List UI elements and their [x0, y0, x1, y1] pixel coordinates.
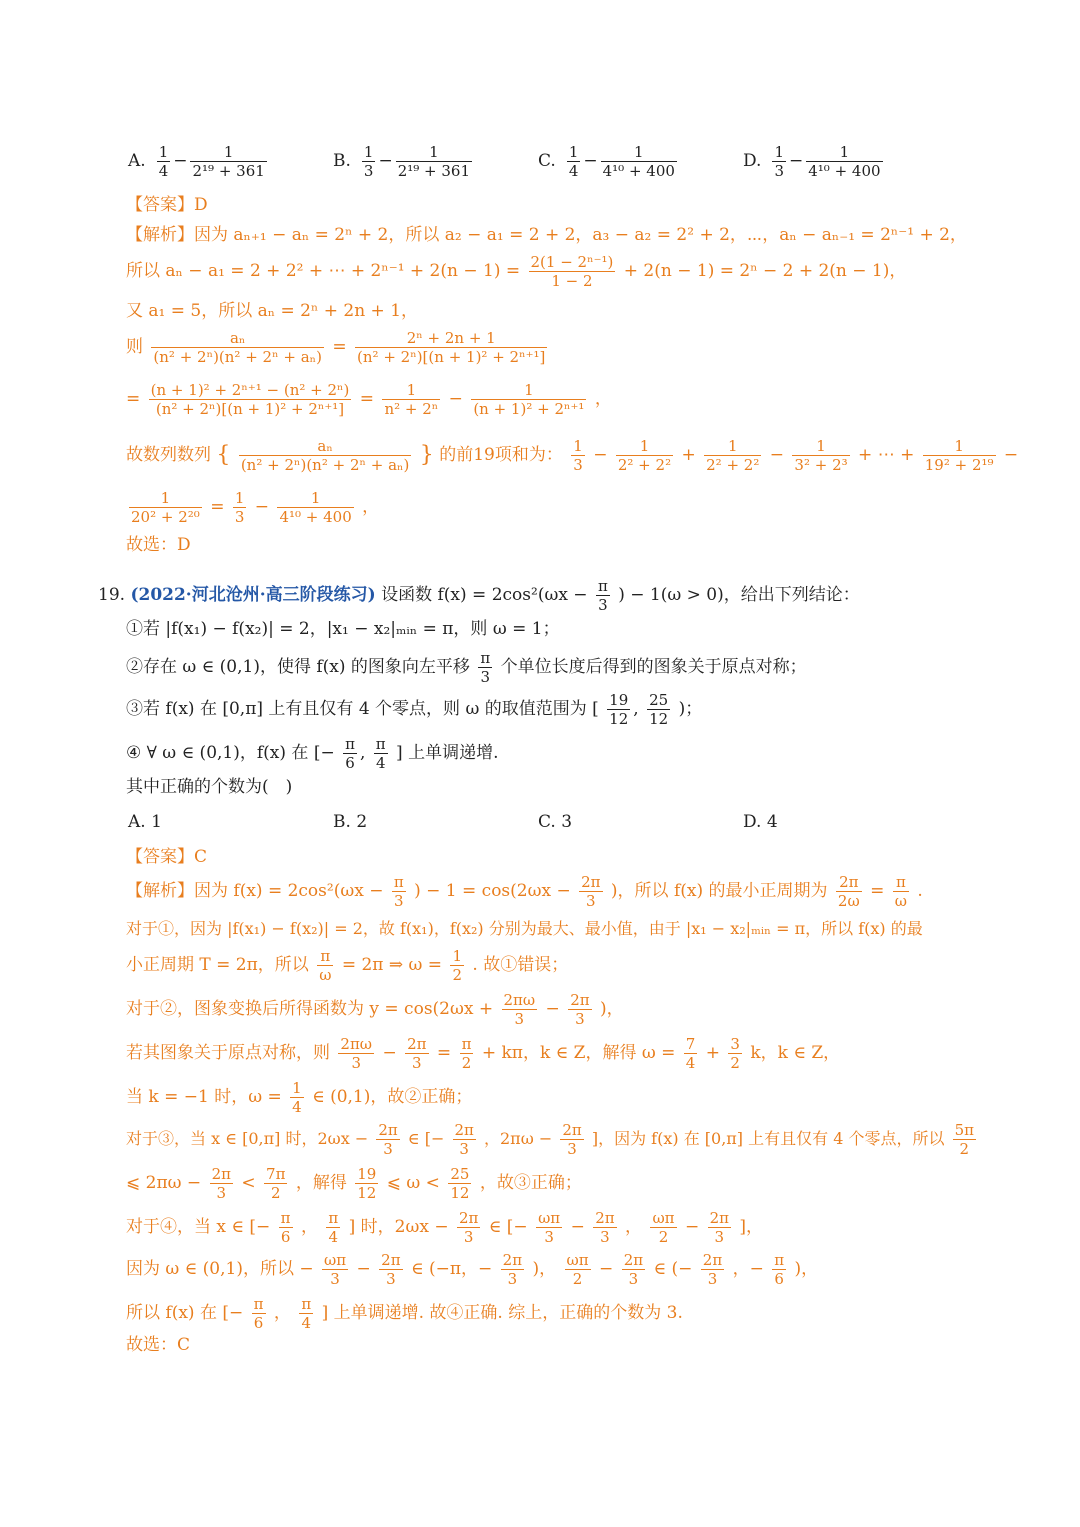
fraction: $\frac{1}{3}$	[363, 143, 374, 180]
fraction: $\frac{\pi}{6}$	[774, 1251, 785, 1288]
fraction: $\frac{2\pi}{3}$	[623, 1251, 644, 1288]
fraction: $\frac{1}{\text{n² + 2ⁿ}}$	[384, 381, 439, 418]
fraction: $\frac{1}{4}$	[568, 143, 579, 180]
fraction: $\frac{1}{4}$	[158, 143, 169, 180]
fraction: $\frac{\omega\pi}{2}$	[652, 1209, 675, 1246]
fraction: $\frac{2\pi}{3}$	[581, 873, 601, 910]
q19-statement-4: ④ ∀ ω ∈ (0,1)，f(x) 在 [− $\frac{\pi}{6}$ , $\frac{\pi}{4}$ ] 上单调递增.	[126, 735, 499, 772]
q19-solution-line4: 对于②，图象变换后所得函数为 y = cos(2ωx + $\frac{2\pi\omega}{3}$ − $\frac{2\pi}{3}$ )，	[126, 991, 624, 1028]
q18-solution-line5: = $\frac{\text{(n + 1)² + 2ⁿ⁺¹ − (n² + 2ⁿ)}}{\text{(n² + 2ⁿ)[(n + 1)² + 2ⁿ⁺¹]}}$ = $\frac{1}{\text{n² + 2ⁿ}}$ − $\frac{1}{\text{(n + 1)² + 2ⁿ⁺¹}}$ ，	[126, 381, 612, 418]
fraction: $\frac{1}{\text{4¹⁰ + 400}}$	[602, 143, 675, 180]
q19-answer: 【答案】C	[126, 847, 208, 867]
fraction: $\frac{1}{\text{2² + 2²}}$	[706, 437, 760, 474]
fraction: $\frac{1}{3}$	[234, 489, 245, 526]
fraction: $\frac{\omega\pi}{2}$	[566, 1251, 589, 1288]
fraction: $\frac{2\pi\omega}{3}$	[503, 991, 536, 1028]
fraction: $\frac{\text{aₙ}}{\text{(n² + 2ⁿ)(n² + 2ⁿ + aₙ)}}$	[240, 437, 410, 474]
fraction: $\frac{\pi}{3}$	[597, 577, 608, 614]
fraction: $\frac{19}{12}$	[609, 691, 629, 728]
fraction: $\frac{1}{\text{4¹⁰ + 400}}$	[808, 143, 881, 180]
option-label: B.	[333, 151, 351, 171]
fraction: $\frac{2\pi}{3}$	[502, 1251, 523, 1288]
q19-solution-line11: 所以 f(x) 在 [− $\frac{\pi}{6}$ ， $\frac{\pi}{4}$ ] 上单调递增. 故④正确. 综上，正确的个数为 3.	[126, 1295, 683, 1332]
fraction: $\frac{\text{2(1 − 2ⁿ⁻¹)}}{1 - 2}$	[530, 253, 614, 290]
q18-choose: 故选：D	[126, 535, 191, 555]
q18-option-a: A. $\frac{1}{4}$ − $\frac{1}{\text{2¹⁹ + 361}}$	[128, 143, 265, 180]
fraction: $\frac{2\pi}{3}$	[709, 1209, 729, 1246]
option-label: D.	[743, 151, 762, 171]
q18-option-b: B. $\frac{1}{3}$ − $\frac{1}{\text{2¹⁹ + 361}}$	[333, 143, 471, 180]
question-source: (2022·河北沧州·高三阶段练习)	[130, 585, 376, 605]
fraction: $\frac{\omega\pi}{3}$	[324, 1251, 347, 1288]
fraction: $\frac{2\pi}{3}$	[211, 1165, 231, 1202]
fraction: $\frac{\text{aₙ}}{\text{(n² + 2ⁿ)(n² + 2ⁿ + aₙ)}}$	[153, 329, 322, 366]
q18-solution-line1: 【解析】因为 aₙ₊₁ − aₙ = 2ⁿ + 2，所以 a₂ − a₁ = 2 + 2，a₃ − a₂ = 2² + 2，⋯，aₙ − aₙ₋₁ = 2ⁿ⁻¹ + 2，	[126, 225, 967, 245]
fraction: $\frac{2\pi}{3}$	[381, 1251, 401, 1288]
fraction: $\frac{2\pi}{3}$	[570, 991, 590, 1028]
fraction: $\frac{1}{\text{20² + 2²⁰}}$	[131, 489, 200, 526]
fraction: $\frac{\text{2ⁿ + 2n + 1}}{\text{(n² + 2ⁿ)[(n + 1)² + 2ⁿ⁺¹]}}$	[357, 329, 546, 366]
option-label: B.	[333, 812, 351, 832]
option-label: C.	[538, 151, 556, 171]
fraction: $\frac{\pi}{\omega}$	[894, 873, 907, 910]
q18-option-d: D. $\frac{1}{3}$ − $\frac{1}{\text{4¹⁰ + 400}}$	[743, 143, 881, 180]
q19-solution-line1: 【解析】因为 f(x) = 2cos²(ωx − $\frac{\pi}{3}$ ) − 1 = cos(2ωx − $\frac{2\pi}{3}$ )，所以 f(x) 的最小正周期为 $\frac{2\pi}{2\omega}$ = $\frac{\pi}{\omega}$ .	[126, 873, 923, 910]
fraction: $\frac{1}{\text{2¹⁹ + 361}}$	[397, 143, 471, 180]
q19-solution-line2: 对于①，因为 |f(x₁) − f(x₂)| = 2，故 f(x₁)，f(x₂) 分别为最大、最小值，由于 |x₁ − x₂|ₘᵢₙ = π，所以 f(x) 的最	[126, 919, 923, 938]
fraction: $\frac{\pi}{4}$	[375, 735, 386, 772]
q19-solution-line10: 因为 ω ∈ (0,1)，所以 − $\frac{\omega\pi}{3}$ − $\frac{2\pi}{3}$ ∈ (−π，− $\frac{2\pi}{3}$ )， $\frac{\omega\pi}{2}$ − $\frac{2\pi}{3}$ ∈ (− $\frac{2\pi}{3}$ ，− $\frac{\pi}{6}$ )，	[126, 1251, 819, 1288]
fraction: $\frac{\pi}{3}$	[480, 649, 491, 686]
fraction: $\frac{\omega\pi}{3}$	[538, 1209, 561, 1246]
fraction: $\frac{\pi}{6}$	[280, 1209, 291, 1246]
option-text: 4	[766, 812, 778, 832]
q19-option-a	[128, 812, 162, 832]
fraction: $\frac{1}{4}$	[292, 1079, 302, 1116]
fraction: $\frac{19}{12}$	[357, 1165, 377, 1202]
q19-option-d	[743, 812, 778, 832]
fraction: $\frac{2\pi}{3}$	[454, 1121, 474, 1158]
fraction: $\frac{\pi}{4}$	[328, 1209, 339, 1246]
q19-solution-line8: ⩽ 2πω − $\frac{2\pi}{3}$ < $\frac{7\pi}{2}$ ，解得 $\frac{19}{12}$ ⩽ ω < $\frac{25}{12}$ ，故③正确；	[126, 1165, 582, 1202]
fraction: $\frac{2\pi\omega}{3}$	[340, 1035, 373, 1072]
q19-solution-line7: 对于③，当 x ∈ [0,π] 时，2ωx − $\frac{2\pi}{3}$ ∈ [− $\frac{2\pi}{3}$ ，2πω − $\frac{2\pi}{3}$ ]，因为 f(x) 在 [0,π] 上有且仅有 4 个零点，所以 $\frac{5\pi}{2}$	[126, 1121, 974, 1158]
fraction: $\frac{\pi}{3}$	[393, 873, 404, 910]
option-text: 1	[151, 812, 162, 832]
fraction: $\frac{25}{12}$	[450, 1165, 470, 1202]
question-number: 19.	[98, 585, 126, 605]
fraction: $\frac{1}{\text{2¹⁹ + 361}}$	[192, 143, 265, 180]
fraction: $\frac{1}{3}$	[573, 437, 583, 474]
fraction: $\frac{2\pi}{3}$	[702, 1251, 723, 1288]
fraction: $\frac{25}{12}$	[649, 691, 669, 728]
q18-option-c: C. $\frac{1}{4}$ − $\frac{1}{\text{4¹⁰ + 400}}$	[538, 143, 675, 180]
q19-solution-line9: 对于④，当 x ∈ [− $\frac{\pi}{6}$ ， $\frac{\pi}{4}$ ] 时，2ωx − $\frac{2\pi}{3}$ ∈ [− $\frac{\omega\pi}{3}$ − $\frac{2\pi}{3}$ ， $\frac{\omega\pi}{2}$ − $\frac{2\pi}{3}$ ]，	[126, 1209, 764, 1246]
fraction: $\frac{2\pi}{3}$	[595, 1209, 615, 1246]
q19-choose: 故选：C	[126, 1335, 191, 1355]
fraction: $\frac{2\pi}{3}$	[407, 1035, 427, 1072]
q19-option-c	[538, 812, 572, 832]
q18-solution-line4: 则 $\frac{\text{aₙ}}{\text{(n² + 2ⁿ)(n² + 2ⁿ + aₙ)}}$ = $\frac{\text{2ⁿ + 2n + 1}}{\text{(n² + 2ⁿ)[(n + 1)² + 2ⁿ⁺¹]}}$	[126, 329, 546, 366]
option-label: A.	[128, 151, 146, 171]
q19-solution-line3: 小正周期 T = 2π，所以 $\frac{\pi}{\omega}$ = 2π ⇒ ω = $\frac{1}{2}$ . 故①错误；	[126, 947, 569, 984]
fraction: $\frac{7}{4}$	[685, 1035, 696, 1072]
q18-solution-line2: 所以 aₙ − a₁ = 2 + 2² + ⋯ + 2ⁿ⁻¹ + 2(n − 1) = $\frac{\text{2(1 − 2ⁿ⁻¹)}}{1 - 2}$ + 2(n − 1) = 2ⁿ − 2 + 2(n − 1)，	[126, 253, 907, 290]
option-label: C.	[538, 812, 556, 832]
fraction: $\frac{\pi}{6}$	[345, 735, 355, 772]
q19-option-b	[333, 812, 367, 832]
q19-solution-line5: 若其图象关于原点对称，则 $\frac{2\pi\omega}{3}$ − $\frac{2\pi}{3}$ = $\frac{\pi}{2}$ + kπ，k ∈ Z，解得 ω = $\frac{7}{4}$ + $\frac{3}{2}$ k，k ∈ Z，	[126, 1035, 841, 1072]
q18-solution-line7: $\frac{1}{\text{20² + 2²⁰}}$ = $\frac{1}{3}$ − $\frac{1}{\text{4¹⁰ + 400}}$ ，	[131, 489, 380, 526]
q19-statement-2: ②存在 ω ∈ (0,1)，使得 f(x) 的图象向左平移 $\frac{\pi}{3}$ 个单位长度后得到的图象关于原点对称；	[126, 649, 807, 686]
fraction: $\frac{2\pi}{3}$	[562, 1121, 582, 1158]
option-label: A.	[128, 812, 146, 832]
fraction: $\frac{5\pi}{2}$	[954, 1121, 974, 1158]
fraction: $\frac{3}{2}$	[730, 1035, 740, 1072]
fraction: $\frac{1}{\text{3² + 2³}}$	[794, 437, 848, 474]
q19-statement-3: ③若 f(x) 在 [0,π] 上有且仅有 4 个零点，则 ω 的取值范围为 [ $\frac{19}{12}$ , $\frac{25}{12}$ )；	[126, 691, 703, 728]
fraction: $\frac{\pi}{\omega}$	[319, 947, 332, 984]
q19-statement-1: ①若 |f(x₁) − f(x₂)| = 2，|x₁ − x₂|ₘᵢₙ = π，则 ω = 1；	[126, 619, 560, 639]
fraction: $\frac{7\pi}{2}$	[266, 1165, 286, 1202]
fraction: $\frac{2\pi}{3}$	[458, 1209, 479, 1246]
fraction: $\frac{\pi}{2}$	[461, 1035, 472, 1072]
q19-solution-line6: 当 k = −1 时，ω = $\frac{1}{4}$ ∈ (0,1)，故②正确；	[126, 1079, 473, 1116]
option-label: D.	[743, 812, 762, 832]
q19-stem: 19. (2022·河北沧州·高三阶段练习) 设函数 f(x) = 2cos²(ωx − $\frac{\pi}{3}$ ) − 1(ω > 0)，给出下列结论：	[98, 577, 860, 614]
option-text: 3	[561, 812, 573, 832]
fraction: $\frac{\pi}{6}$	[253, 1295, 264, 1332]
q18-solution-line6: 故数列数列 { $\frac{\text{aₙ}}{\text{(n² + 2ⁿ)(n² + 2ⁿ + aₙ)}}$ } 的前19项和为： $\frac{1}{3}$ − $\frac{1}{\text{2² + 2²}}$ + $\frac{1}{\text{2² + 2²}}$ − $\frac{1}{\text{3² + 2³}}$ + ⋯ + $\frac{1}{\text{19² + 2¹⁹}}$ −	[126, 437, 1019, 474]
fraction: $\frac{1}{\text{(n + 1)² + 2ⁿ⁺¹}}$	[473, 381, 585, 418]
fraction: $\frac{2\pi}{2\omega}$	[837, 873, 860, 910]
fraction: $\frac{1}{\text{4¹⁰ + 400}}$	[279, 489, 352, 526]
fraction: $\frac{2\pi}{3}$	[378, 1121, 398, 1158]
fraction: $\frac{\pi}{4}$	[301, 1295, 312, 1332]
fraction: $\frac{1}{\text{2² + 2²}}$	[617, 437, 672, 474]
q18-answer: 【答案】D	[126, 195, 208, 215]
option-text: 2	[356, 812, 368, 832]
fraction: $\frac{1}{2}$	[452, 947, 462, 984]
fraction: $\frac{1}{\text{19² + 2¹⁹}}$	[924, 437, 994, 474]
fraction: $\frac{1}{3}$	[774, 143, 784, 180]
fraction: $\frac{\text{(n + 1)² + 2ⁿ⁺¹ − (n² + 2ⁿ)}}{\text{(n² + 2ⁿ)[(n + 1)² + 2ⁿ⁺¹]}}$	[150, 381, 350, 418]
q18-solution-line3: 又 a₁ = 5，所以 aₙ = 2ⁿ + 2n + 1，	[126, 301, 419, 321]
q19-question: 其中正确的个数为( )	[126, 777, 293, 797]
